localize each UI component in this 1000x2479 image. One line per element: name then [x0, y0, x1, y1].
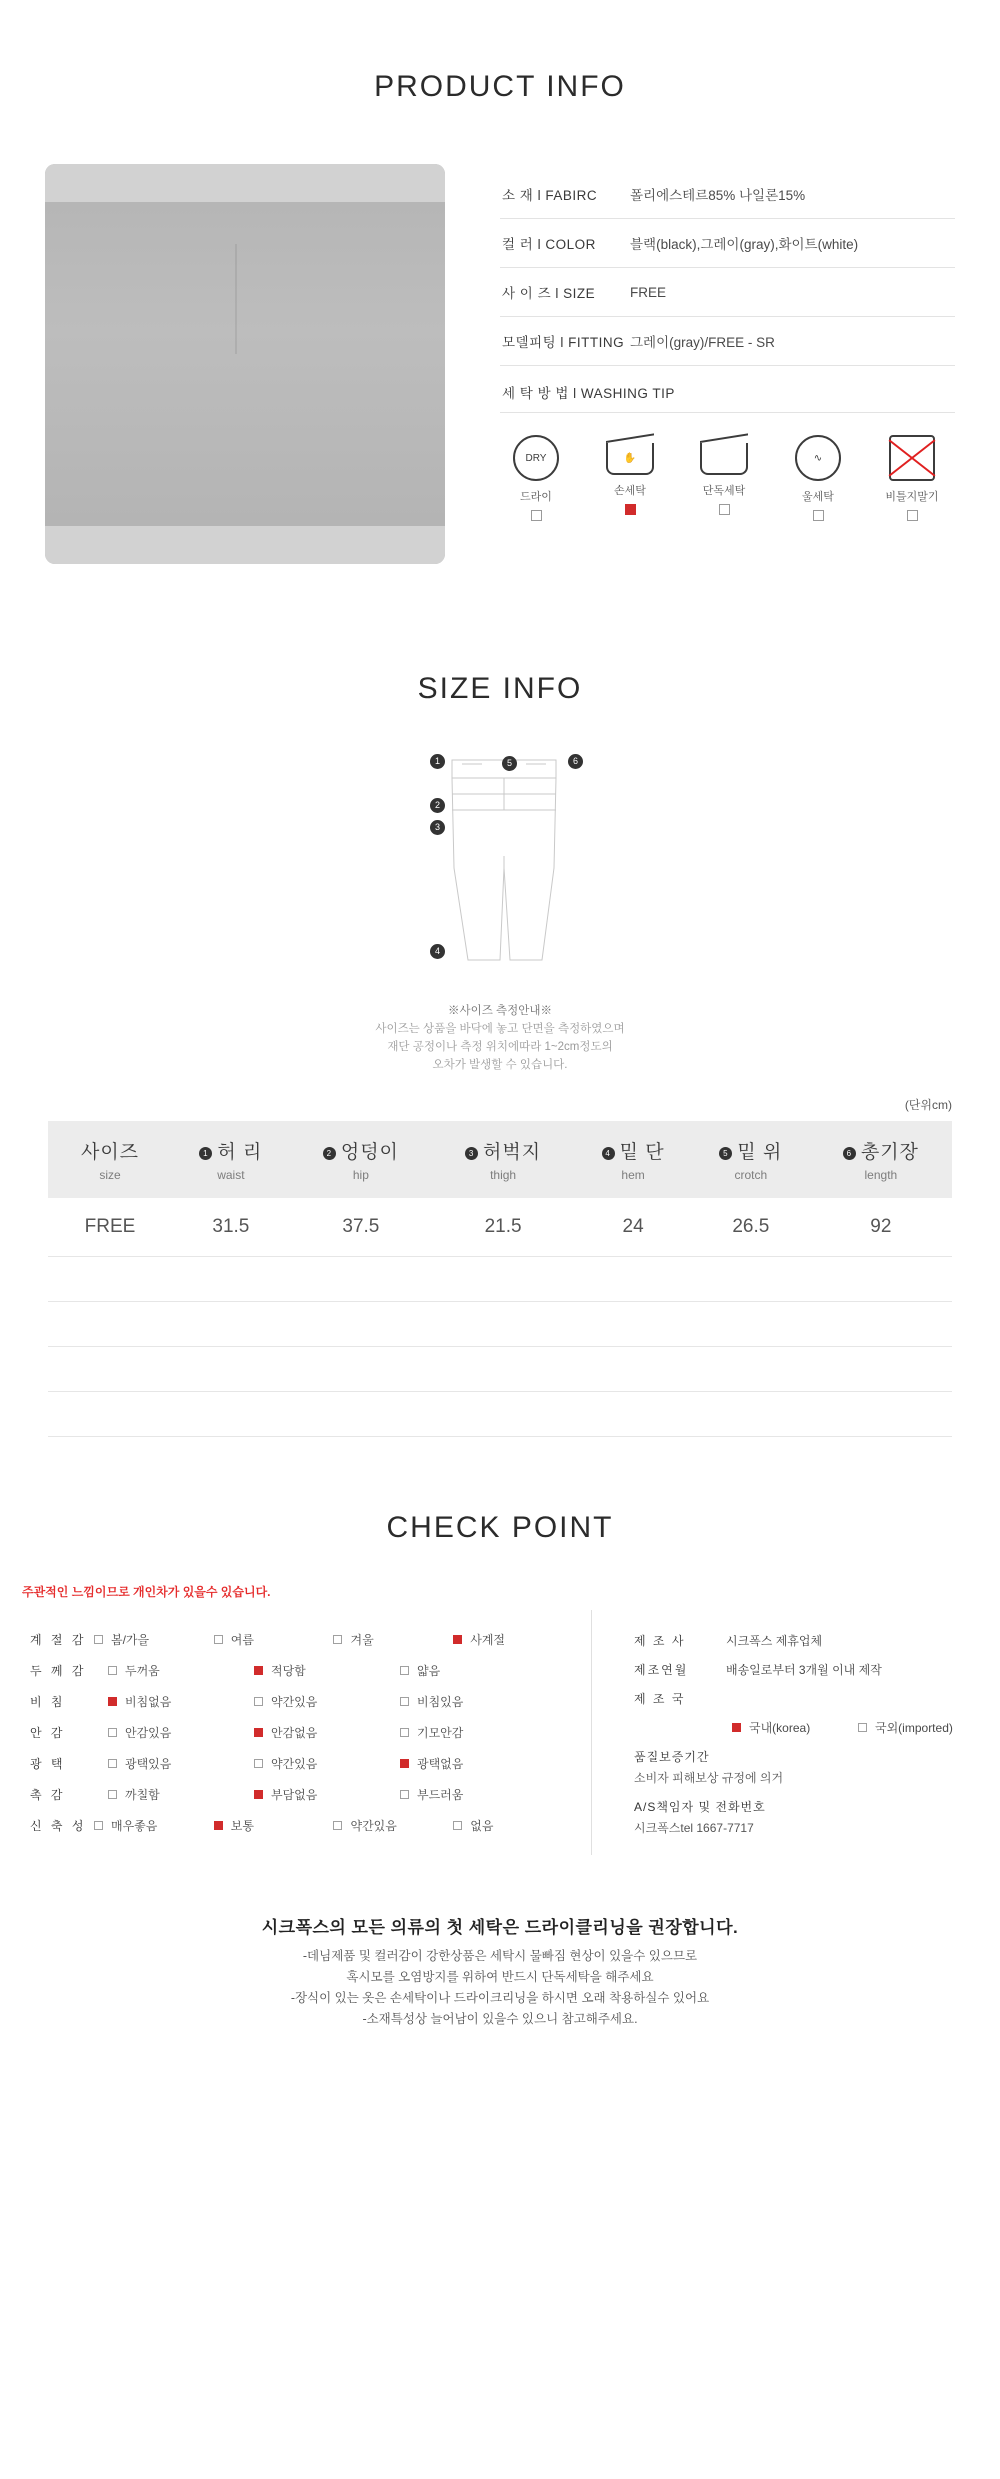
cp-checkbox[interactable] [94, 1635, 103, 1644]
product-image-seam [235, 244, 237, 354]
cp-option[interactable] [400, 1724, 546, 1741]
footer-line: -데님제품 및 컬러감이 강한상품은 세탁시 물빠짐 현상이 있을수 있으므로 [302, 1949, 698, 1963]
cp-option[interactable] [400, 1755, 546, 1772]
cp-country-row [634, 1684, 978, 1713]
cp-checkbox[interactable] [400, 1790, 409, 1799]
col-label-en: hip [352, 1168, 369, 1182]
size-col-length [810, 1121, 952, 1198]
cp-as-sub: 시크폭스tel 1667-7717 [634, 1821, 754, 1835]
size-marker-4: 4 [430, 944, 445, 959]
cp-checkbox[interactable] [108, 1666, 117, 1675]
cp-checkbox[interactable] [214, 1635, 223, 1644]
col-label-ko: 허 리 [217, 1142, 263, 1163]
roll-wash-icon: ∿ [795, 435, 841, 481]
spec-key: 사 이 즈 l SIZE [502, 286, 596, 301]
cp-option[interactable] [108, 1693, 254, 1710]
cp-option-label: 매우좋음 [110, 1819, 158, 1833]
spec-value: 폴리에스테르85% 나일론15% [630, 188, 806, 203]
cp-checkbox[interactable] [108, 1790, 117, 1799]
col-number: 5 [719, 1147, 732, 1160]
cp-key: 계 절 감 [30, 1633, 87, 1647]
washing-checkbox[interactable] [813, 510, 824, 521]
cp-checkbox[interactable] [94, 1821, 103, 1830]
size-col-thigh [432, 1121, 574, 1198]
col-label-en: thigh [490, 1168, 517, 1182]
cp-option-label: 적당함 [271, 1664, 306, 1678]
cp-checkbox[interactable] [254, 1790, 263, 1799]
cell-length: 92 [810, 1198, 952, 1257]
product-image [45, 164, 445, 564]
cp-checkbox[interactable] [108, 1697, 117, 1706]
footer-line: -장식이 있는 옷은 손세탁이나 드라이크리닝을 하시면 오래 착용하실수 있어요 [290, 1991, 710, 2005]
size-diagram [0, 748, 1000, 998]
col-number: 3 [465, 1147, 478, 1160]
cp-warranty-sub: 소비자 피해보상 규정에 의거 [634, 1771, 784, 1785]
product-info-block [0, 164, 1000, 564]
cp-option-label: 광택있음 [125, 1757, 172, 1771]
size-marker-6: 6 [568, 754, 583, 769]
cp-checkbox[interactable] [108, 1728, 117, 1737]
washing-label: 손세탁 [614, 485, 646, 497]
cell-thigh: 21.5 [432, 1198, 574, 1257]
cp-row-touch [30, 1779, 573, 1810]
size-marker-5: 5 [502, 756, 517, 771]
dry-clean-icon: DRY [513, 435, 559, 481]
washing-item-dry-clean [500, 435, 572, 521]
table-row-empty [48, 1347, 952, 1392]
col-label-ko: 허벅지 [483, 1142, 542, 1163]
cp-option-label: 사계절 [470, 1633, 506, 1647]
size-col-size [48, 1121, 172, 1198]
check-point-block [0, 1610, 1000, 1855]
cp-key: 안 감 [30, 1726, 66, 1740]
washing-label: 비틀지말기 [885, 491, 939, 503]
cp-option-label: 여름 [230, 1633, 254, 1647]
cp-checkbox[interactable] [858, 1723, 867, 1732]
cp-maker-row [634, 1626, 978, 1655]
cp-maker-key: 제 조 사 [634, 1634, 686, 1648]
cp-option[interactable] [400, 1662, 546, 1679]
check-point-right-info [592, 1610, 988, 1855]
size-marker-1: 1 [430, 754, 445, 769]
col-label-ko: 엉덩이 [340, 1142, 399, 1163]
cp-country-options [634, 1713, 978, 1742]
spec-key: 컬 러 l COLOR [502, 237, 596, 252]
cp-maker-value: 시크폭스 제휴업체 [726, 1634, 823, 1648]
spec-value: 그레이(gray)/FREE - SR [630, 335, 775, 350]
size-note-line: 재단 공정이나 측정 위치에따라 1~2cm정도의 [387, 1041, 613, 1053]
cp-option[interactable] [333, 1631, 453, 1648]
cp-option[interactable] [400, 1693, 546, 1710]
hand-wash-icon: ✋ [606, 443, 654, 475]
cp-checkbox[interactable] [254, 1728, 263, 1737]
cp-as-title: A/S책임자 및 전화번호 [634, 1800, 766, 1814]
cp-key: 신 축 성 [30, 1819, 87, 1833]
cp-row-gloss [30, 1748, 573, 1779]
size-col-crotch [692, 1121, 810, 1198]
cell-size: FREE [48, 1198, 172, 1257]
cp-option-label: 부드러움 [417, 1788, 464, 1802]
footer-note [0, 1913, 1000, 2089]
pants-illustration [438, 748, 570, 963]
cp-checkbox[interactable] [400, 1666, 409, 1675]
cell-crotch: 26.5 [692, 1198, 810, 1257]
col-number: 2 [323, 1147, 336, 1160]
check-point-heading: CHECK POINT [386, 1511, 614, 1544]
washing-item-separate-wash [688, 435, 760, 521]
cp-option[interactable] [108, 1786, 254, 1803]
cp-option[interactable] [94, 1817, 214, 1834]
product-image-fabric [45, 202, 445, 526]
size-note-line: 사이즈는 상품을 바닥에 놓고 단면을 측정하였으며 [375, 1023, 625, 1035]
cp-option-label: 국외(imported) [875, 1721, 953, 1735]
size-table [48, 1121, 952, 1437]
cp-option[interactable] [453, 1817, 573, 1834]
spec-key: 소 재 l FABIRC [502, 188, 598, 203]
cp-option[interactable] [108, 1724, 254, 1741]
washing-label: 드라이 [520, 491, 552, 503]
washing-item-no-wring [876, 435, 948, 521]
cp-checkbox[interactable] [108, 1759, 117, 1768]
cp-row-lining [30, 1717, 573, 1748]
size-col-hip [290, 1121, 432, 1198]
col-label-en: hem [621, 1168, 645, 1182]
cp-option[interactable] [254, 1786, 400, 1803]
cp-option[interactable] [333, 1817, 453, 1834]
spec-row-color [500, 219, 955, 268]
col-label-ko: 총기장 [860, 1142, 919, 1163]
col-number: 1 [199, 1147, 212, 1160]
cp-warranty-title: 품질보증기간 [634, 1750, 710, 1764]
washing-checkbox[interactable] [531, 510, 542, 521]
col-label-en: waist [217, 1168, 245, 1182]
cp-option-label: 봄/가을 [110, 1633, 150, 1647]
cp-option-label: 두꺼움 [125, 1664, 160, 1678]
spec-row-size [500, 268, 955, 317]
cp-checkbox[interactable] [732, 1723, 741, 1732]
cp-option-label: 약간있음 [271, 1757, 318, 1771]
separate-wash-icon [700, 443, 748, 475]
cp-row-transparency [30, 1686, 573, 1717]
size-info-heading: SIZE INFO [417, 672, 583, 705]
cell-hem: 24 [574, 1198, 692, 1257]
cp-option-label: 안감있음 [125, 1726, 172, 1740]
col-label-ko: 밑 위 [737, 1142, 783, 1163]
cp-option[interactable] [108, 1755, 254, 1772]
spec-row-fabric [500, 170, 955, 219]
cp-key: 비 침 [30, 1695, 66, 1709]
cp-option[interactable] [214, 1817, 334, 1834]
size-marker-3: 3 [430, 820, 445, 835]
cp-option[interactable] [732, 1719, 852, 1736]
cp-option-label: 비침없음 [125, 1695, 172, 1709]
size-note-line: 오차가 발생할 수 있습니다. [432, 1059, 568, 1071]
cp-option[interactable] [94, 1631, 214, 1648]
table-row-empty [48, 1392, 952, 1437]
cp-row-season [30, 1624, 573, 1655]
spec-key: 모델피팅 l FITTING [502, 335, 625, 350]
table-row-empty [48, 1257, 952, 1302]
cp-option[interactable] [400, 1786, 546, 1803]
cp-option-label: 광택없음 [417, 1757, 464, 1771]
size-marker-2: 2 [430, 798, 445, 813]
cp-option-label: 국내(korea) [749, 1721, 811, 1735]
cp-date-key: 제조연월 [634, 1663, 689, 1677]
cp-key: 촉 감 [30, 1788, 66, 1802]
cp-option[interactable] [254, 1755, 400, 1772]
cp-row-elasticity [30, 1810, 573, 1841]
cp-key: 광 택 [30, 1757, 66, 1771]
cp-checkbox[interactable] [254, 1759, 263, 1768]
cp-option-label: 약간있음 [350, 1819, 397, 1833]
col-label-ko: 밑 단 [619, 1142, 665, 1163]
washing-item-hand-wash [594, 435, 666, 521]
cp-date-row [634, 1655, 978, 1684]
cp-checkbox[interactable] [214, 1821, 223, 1830]
cp-option-label: 까칠함 [125, 1788, 160, 1802]
cp-checkbox[interactable] [453, 1821, 462, 1830]
washing-checkbox[interactable] [625, 504, 636, 515]
spec-row-fitting [500, 317, 955, 366]
spec-value: FREE [630, 284, 667, 300]
cp-country-key: 제 조 국 [634, 1692, 686, 1706]
cp-option-label: 겨울 [350, 1633, 374, 1647]
col-label-en: length [864, 1168, 898, 1182]
cp-checkbox[interactable] [400, 1759, 409, 1768]
cp-key: 두 께 감 [30, 1664, 87, 1678]
cp-row-thickness [30, 1655, 573, 1686]
cp-checkbox[interactable] [453, 1635, 462, 1644]
product-spec-table [500, 164, 955, 564]
cell-hip: 37.5 [290, 1198, 432, 1257]
washing-item-wool-wash [782, 435, 854, 521]
footer-line: 혹시모를 오염방지를 위하여 반드시 단독세탁을 해주세요 [346, 1970, 654, 1984]
cp-date-value: 배송일로부터 3개월 이내 제작 [726, 1663, 882, 1677]
cp-option[interactable] [108, 1662, 254, 1679]
footer-line: -소재특성상 늘어남이 있을수 있으니 참고해주세요. [362, 2012, 638, 2026]
col-label-en: crotch [734, 1168, 768, 1182]
cp-option[interactable] [858, 1719, 978, 1736]
size-unit-label: (단위cm) [904, 1098, 952, 1112]
col-label-ko: 사이즈 [80, 1142, 140, 1163]
cp-option-label: 보통 [230, 1819, 254, 1833]
cp-option-label: 약간있음 [271, 1695, 318, 1709]
no-wring-icon [889, 435, 935, 481]
cp-option-label: 얇음 [417, 1664, 441, 1678]
cp-option-label: 부담없음 [271, 1788, 318, 1802]
footer-title: 시크폭스의 모든 의류의 첫 세탁은 드라이클리닝을 권장합니다. [261, 1918, 739, 1937]
check-point-left-table [22, 1610, 592, 1855]
cell-waist: 31.5 [172, 1198, 290, 1257]
size-measure-note [0, 1002, 1000, 1074]
washing-label: 울세탁 [802, 491, 834, 503]
product-image-hem [45, 526, 445, 564]
washing-checkbox[interactable] [719, 504, 730, 515]
cp-option[interactable] [254, 1693, 400, 1710]
cp-option-label: 비침있음 [417, 1695, 464, 1709]
washing-tip-label: 세 탁 방 법 l WASHING TIP [500, 366, 955, 413]
col-number: 4 [602, 1147, 615, 1160]
size-table-header-row [48, 1121, 952, 1198]
col-number: 6 [843, 1147, 856, 1160]
table-row [48, 1198, 952, 1257]
cp-option[interactable] [214, 1631, 334, 1648]
product-image-waistband [45, 164, 445, 202]
washing-icon-row [500, 413, 955, 521]
cp-checkbox[interactable] [400, 1728, 409, 1737]
cp-option-label: 안감없음 [271, 1726, 318, 1740]
spec-value: 블랙(black),그레이(gray),화이트(white) [630, 237, 859, 252]
product-info-heading: PRODUCT INFO [374, 70, 626, 103]
cp-option-label: 기모안감 [417, 1726, 464, 1740]
cp-option[interactable] [254, 1724, 400, 1741]
size-col-waist [172, 1121, 290, 1198]
check-point-warning: 주관적인 느낌이므로 개인차가 있을수 있습니다. [22, 1585, 271, 1599]
cp-checkbox[interactable] [400, 1697, 409, 1706]
cp-checkbox[interactable] [333, 1635, 342, 1644]
cp-option[interactable] [453, 1631, 573, 1648]
size-note-head: ※사이즈 측정안내※ [448, 1005, 552, 1017]
size-col-hem [574, 1121, 692, 1198]
cp-option[interactable] [254, 1662, 400, 1679]
table-row-empty [48, 1302, 952, 1347]
cp-checkbox[interactable] [254, 1666, 263, 1675]
cp-checkbox[interactable] [254, 1697, 263, 1706]
cp-option-label: 없음 [470, 1819, 494, 1833]
col-label-en: size [99, 1168, 121, 1182]
washing-label: 단독세탁 [702, 485, 746, 497]
washing-checkbox[interactable] [907, 510, 918, 521]
cp-checkbox[interactable] [333, 1821, 342, 1830]
